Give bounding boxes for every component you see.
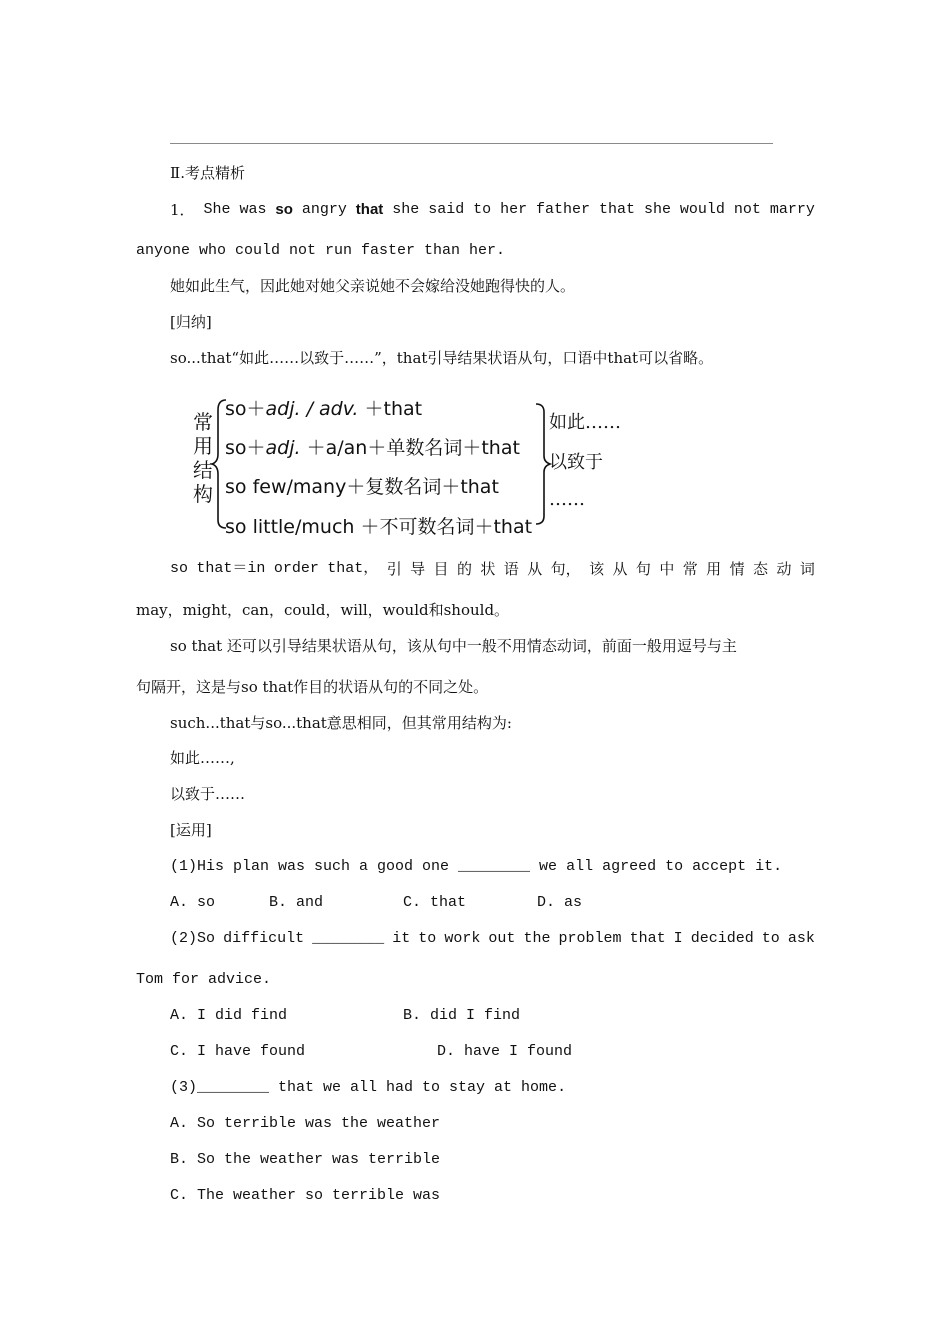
word: the (523, 930, 551, 947)
example-number: 1． (170, 201, 195, 219)
row1-part3: ＋that (358, 398, 423, 420)
so-that2-line1: so that 还可以引导结果状语从句，该从句中一般不用情态动词，前面一般用逗号与主 (170, 637, 737, 655)
word: it (392, 930, 411, 947)
such-that-text: such...that与so...that意思相同，但其常用结构为: (170, 714, 512, 732)
word: difficult (223, 930, 305, 947)
word: 的 (456, 560, 472, 578)
diagram-row-2 (225, 433, 520, 460)
word: out (488, 930, 516, 947)
word: 中 (659, 560, 675, 578)
row1-part2: adj. / adv. (265, 398, 359, 420)
diagram-row-1 (225, 394, 422, 421)
section-title: Ⅱ.考点精析 (170, 164, 245, 182)
q2-option-c: C. I have found (170, 1043, 306, 1060)
q3-option-c: C. The weather so terrible was (170, 1187, 441, 1204)
such-structure-line2: 以致于…… (170, 785, 246, 803)
word: work (444, 930, 481, 947)
q1-stem: (1)His plan was such a good one ________ we all agreed to accept it. (170, 858, 783, 875)
word: would (679, 201, 725, 218)
diagram-side-label: 常 用 结 构 (193, 410, 213, 506)
q2-stem-line2: Tom for advice. (136, 971, 272, 988)
word: I (673, 930, 683, 947)
q1-option-b: B. and (269, 894, 324, 911)
word: she (392, 201, 420, 218)
q2-stem-line1 (170, 929, 815, 949)
word: that， (327, 560, 379, 577)
q2-option-d: D. have I found (437, 1043, 573, 1060)
usage-label: [运用] (170, 821, 212, 839)
word: to (761, 930, 780, 947)
word: 句， (550, 560, 581, 578)
so-that-line1 (170, 559, 815, 579)
diagram-meaning-1: 如此…… (549, 412, 621, 433)
word: 情 (729, 560, 745, 578)
row2-part2: adj. (265, 437, 301, 459)
word: decided (690, 930, 754, 947)
summary-label: [归纳] (170, 313, 212, 331)
word: angry (301, 201, 347, 218)
diagram-meaning-3: …… (549, 489, 585, 510)
word: that (599, 201, 636, 218)
row4-part1: so little/much ＋不可数名词＋that (225, 516, 533, 538)
q1-option-c: C. that (403, 894, 467, 911)
right-brace (536, 404, 550, 524)
so-that2-line2: 句隔开，这是与so that作目的状语从句的不同之处。 (136, 678, 489, 696)
word: (2)So (170, 930, 216, 947)
word: ask (787, 930, 815, 947)
diagram-meaning-2: 以致于 (549, 452, 603, 473)
word: 从 (612, 560, 628, 578)
word: 引 (386, 560, 402, 578)
word: 动 (776, 560, 792, 578)
word: 目 (433, 560, 449, 578)
q3-stem: (3)________ that we all had to stay at home. (170, 1079, 567, 1096)
word: was (239, 201, 267, 218)
word: ________ (312, 930, 385, 947)
q3-option-b: B. So the weather was terrible (170, 1151, 441, 1168)
word: 该 (589, 560, 605, 578)
q1-option-d: D. as (537, 894, 583, 911)
word: father (536, 201, 591, 218)
word: She (203, 201, 231, 218)
word: that (355, 201, 384, 218)
word: that (629, 930, 666, 947)
row2-part3: ＋a/an＋单数名词＋that (300, 437, 520, 459)
word: 态 (753, 560, 769, 578)
word: said (428, 201, 465, 218)
word: to (418, 930, 437, 947)
row1-part1: so＋ (225, 398, 266, 420)
word: problem (558, 930, 622, 947)
diagram-row-3 (225, 472, 499, 499)
left-brace (212, 400, 226, 528)
word: so (275, 201, 293, 218)
so-that-line2: may，might，can，could，will，would和should。 (136, 601, 510, 619)
word: 词 (799, 560, 815, 578)
word: 语 (503, 560, 519, 578)
word: her (500, 201, 528, 218)
summary-text: so...that“如此……以致于……”，that引导结果状语从句，口语中that可以省略。 (170, 349, 714, 367)
q2-option-b: B. did I find (403, 1007, 521, 1024)
row2-part1: so＋ (225, 437, 266, 459)
word: to (473, 201, 492, 218)
example1-line2: anyone who could not run faster than her. (136, 242, 506, 259)
word: 导 (410, 560, 426, 578)
diagram-row-4 (225, 512, 532, 539)
example1-translation: 她如此生气，因此她对她父亲说她不会嫁给没她跑得快的人。 (170, 277, 576, 295)
word: 从 (527, 560, 543, 578)
word: 句 (635, 560, 651, 578)
q1-option-a: A. so (170, 894, 216, 911)
q2-option-a: A. I did find (170, 1007, 288, 1024)
word: not (733, 201, 761, 218)
q3-option-a: A. So terrible was the weather (170, 1115, 441, 1132)
word: so (170, 560, 189, 577)
word: that＝in (196, 560, 266, 577)
word: 状 (480, 560, 496, 578)
word: 常 (682, 560, 698, 578)
word: she (643, 201, 671, 218)
row3-part1: so few/many＋复数名词＋that (225, 476, 499, 498)
word: 用 (706, 560, 722, 578)
such-structure-line1: 如此……, (170, 749, 235, 767)
word: marry (769, 201, 815, 218)
word: order (273, 560, 319, 577)
